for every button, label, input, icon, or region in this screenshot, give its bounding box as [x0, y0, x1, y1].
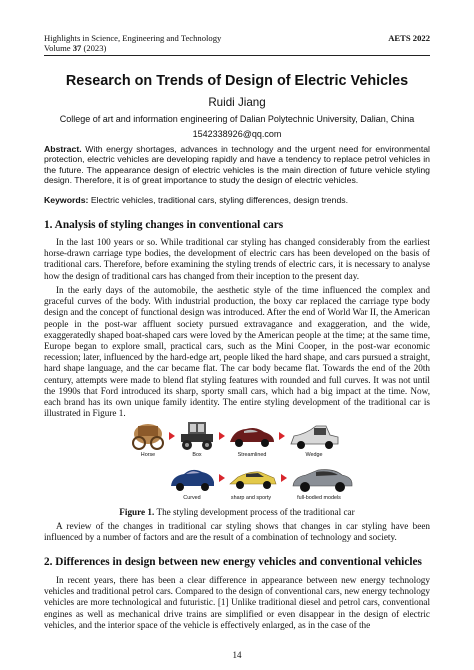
keywords-text: Electric vehicles, traditional cars, styling differences, design trends.	[88, 195, 349, 205]
box-car-drawing	[178, 420, 216, 452]
figure-1-caption	[44, 507, 430, 517]
abstract-label: Abstract.	[44, 144, 82, 154]
figure-caption-label: Figure 1.	[119, 507, 155, 517]
figure-1	[130, 418, 352, 504]
section-1-paragraph-1: In the last 100 years or so. While traditional car styling has changed considerably from the earliest horse-drawn carriage type bodies, the development of electric cars has been developed on the basis of traditional cars. Therefore, before examining the styling trends of electric cars, it is necessary to analyse how the design of traditional cars has changed from their inception to the present day.	[44, 237, 430, 281]
wedge-car-drawing	[288, 420, 340, 452]
conference-name: AETS 2022	[388, 33, 430, 43]
streamlined-car-drawing	[228, 420, 276, 452]
label-box: Box	[192, 452, 202, 458]
horse-carriage-image	[130, 420, 166, 452]
horse-carriage-drawing	[130, 420, 166, 452]
arrow-icon	[219, 474, 225, 482]
streamlined-car-image	[228, 420, 276, 452]
post-figure-paragraph: A review of the changes in traditional car styling shows that changes in car styling have been influenced by a number of factors and are the result of a combination of technology and society.	[44, 521, 430, 543]
sporty-car-image	[228, 462, 278, 494]
figure-row-1	[130, 418, 352, 452]
keywords-label: Keywords:	[44, 195, 89, 205]
box-car-image	[178, 420, 216, 452]
arrow-icon	[281, 474, 287, 482]
label-wedge: Wedge	[305, 452, 323, 458]
page-number: 14	[232, 650, 242, 660]
full-bodied-car-drawing	[290, 462, 354, 494]
label-streamlined: Streamlined	[237, 452, 267, 458]
volume-prefix: Volume	[44, 43, 73, 53]
author-name: Ruidi Jiang	[208, 96, 266, 109]
volume-info	[44, 43, 106, 53]
paper-title: Research on Trends of Design of Electric Vehicles	[65, 73, 409, 89]
volume-number: 37	[72, 43, 82, 53]
section-2-paragraph-1: In recent years, there has been a clear difference in appearance between new energy technology vehicles and traditional petrol cars. Compared to the design of conventional cars, new energy technology vehicles are more technological and futuristic. [1] Unlike traditional diesel and petrol cars, conventional engines as well as mechanical drive trains are simplified or even disappear in the design of electric vehicles, and the interior space of the vehicle is effectively enlarged, as in the case of the	[44, 575, 430, 630]
curved-car-image	[168, 462, 216, 494]
abstract	[44, 144, 430, 185]
label-horse: Horse	[140, 452, 156, 458]
label-full-bodied: full-bodied models	[297, 495, 341, 501]
arrow-icon	[219, 432, 225, 440]
keywords	[44, 195, 430, 205]
section-1-heading: 1. Analysis of styling changes in conventional cars	[44, 219, 284, 231]
section-2-heading: 2. Differences in design between new energy vehicles and conventional vehicles	[44, 556, 422, 568]
full-bodied-car-image	[290, 462, 354, 494]
wedge-car-image	[288, 420, 340, 452]
affiliation: College of art and information engineering of Dalian Polytechnic University, Dalian, China	[59, 114, 415, 124]
section-1-paragraph-2: In the early days of the automobile, the aesthetic style of the time influenced the complex and graceful curves of the body. With industrial production, the boxy car replaced the carriage type body design and the concept of functional design was introduced. After the end of World War II, the American people in the post-war affluent society pursued extravagance and exaggeration, and the wide, exaggeratedly shaped boat-shaped cars were loved by the American people at the time; at the same time, Europe began to explore small, practical cars, such as the Mini Cooper, in the post-war economic recession; later, influenced by the hard-edge art, people liked the hard shape, and cars pursued a straight, hard shape language, and the car became flat. The car body became flat. Towards the end of the 20th century, attempts were made to blend flat styling features with rounded and full curves. It was not until the 1990s that Ford introduced its sharp, sporty small cars, which had a big impact at the time. Now, each brand has its own unique family identity. The entire styling development of the traditional car is illustrated in Figure 1.	[44, 285, 430, 419]
curved-car-drawing	[168, 462, 216, 494]
journal-name: Highlights in Science, Engineering and Technology	[44, 33, 222, 43]
label-sharp-sporty: sharp and sporty	[230, 495, 272, 501]
arrow-icon	[169, 432, 175, 440]
volume-year: (2023)	[81, 43, 107, 53]
figure-row-2	[168, 460, 352, 494]
arrow-icon	[279, 432, 285, 440]
figure-caption-text: The styling development process of the traditional car	[154, 507, 355, 517]
abstract-text: With energy shortages, advances in technology and the urgent need for environmental protection, electric vehicles are developing rapidly and have a tendency to replace petrol vehicles in the future. The appearance design of electric vehicles is the main direction of future vehicle styling design. Therefore, it is of great importance to study the design of electric vehicles.	[44, 144, 430, 185]
email-address: 1542338926@qq.com	[192, 129, 282, 139]
sporty-car-drawing	[228, 462, 278, 494]
label-curved: Curved	[183, 495, 201, 501]
header-rule	[44, 55, 430, 56]
